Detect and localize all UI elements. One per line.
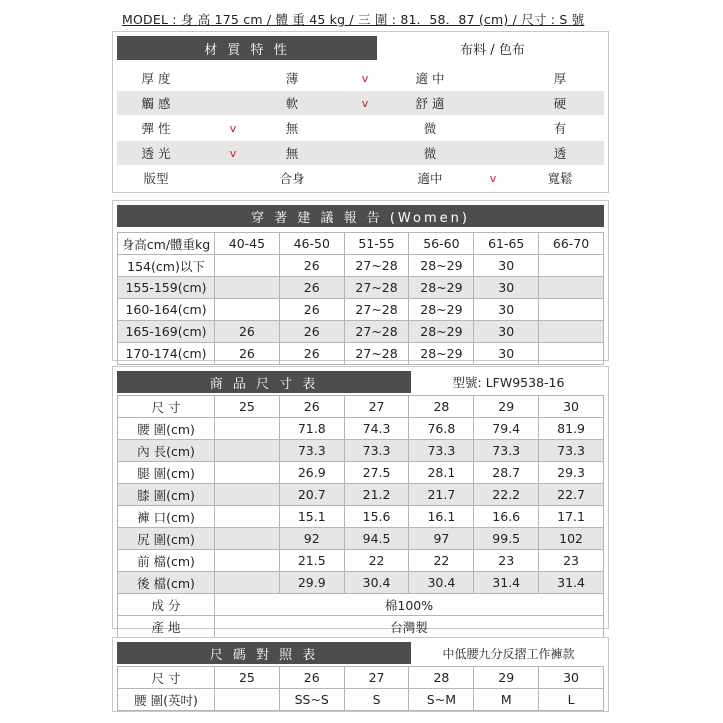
table-cell xyxy=(539,343,604,365)
table-cell: S~M xyxy=(409,689,474,711)
table-row xyxy=(118,550,604,572)
row-header-cell: 尻 圍(cm) xyxy=(118,528,215,550)
row-header-cell: 身高cm/體重kg xyxy=(118,233,215,255)
row-header-cell: 165-169(cm) xyxy=(118,321,215,343)
product-name: 中低腰九分反摺工作褲款 xyxy=(413,642,604,664)
table-cell: 27~28 xyxy=(344,343,409,365)
table-cell: 22 xyxy=(409,550,474,572)
table-cell: 28 xyxy=(409,667,474,689)
table-cell: 21.7 xyxy=(409,484,474,506)
material-label: 厚 度 xyxy=(141,71,171,86)
material-option-high: 厚 xyxy=(553,71,567,86)
table-row xyxy=(118,343,604,365)
table-header-row xyxy=(118,396,604,418)
table-cell: 23 xyxy=(474,550,539,572)
table-cell: 56-60 xyxy=(409,233,474,255)
composition-value: 棉100% xyxy=(215,594,604,616)
check-mark: v xyxy=(361,96,369,110)
conversion-table xyxy=(117,666,604,711)
row-header-cell: 160-164(cm) xyxy=(118,299,215,321)
row-header-cell: 尺 寸 xyxy=(118,396,215,418)
table-cell: 21.2 xyxy=(344,484,409,506)
size-title: 商 品 尺 寸 表 xyxy=(117,371,411,393)
table-cell xyxy=(215,572,280,594)
table-cell: 21.5 xyxy=(279,550,344,572)
table-cell: S xyxy=(344,689,409,711)
table-cell: 31.4 xyxy=(474,572,539,594)
table-cell: 25 xyxy=(215,667,280,689)
table-cell: 51-55 xyxy=(344,233,409,255)
material-option-high: 寬鬆 xyxy=(547,171,573,186)
table-cell: 46-50 xyxy=(279,233,344,255)
material-row xyxy=(117,66,604,90)
conversion-title: 尺 碼 對 照 表 xyxy=(117,642,411,664)
material-label: 觸 感 xyxy=(141,96,171,111)
row-header-cell: 產 地 xyxy=(118,616,215,638)
table-cell: 28~29 xyxy=(409,277,474,299)
material-option-high: 硬 xyxy=(553,96,567,111)
table-cell xyxy=(215,277,280,299)
table-cell: 28~29 xyxy=(409,343,474,365)
table-cell xyxy=(539,321,604,343)
row-header-cell: 前 檔(cm) xyxy=(118,550,215,572)
table-cell: 27.5 xyxy=(344,462,409,484)
table-cell: 92 xyxy=(279,528,344,550)
table-cell: 28.1 xyxy=(409,462,474,484)
material-option-low: 軟 xyxy=(285,96,299,111)
table-row xyxy=(118,440,604,462)
table-cell: 26 xyxy=(279,321,344,343)
material-label: 版型 xyxy=(143,171,169,186)
material-panel xyxy=(112,31,609,193)
table-cell xyxy=(215,462,280,484)
material-label: 透 光 xyxy=(141,146,171,161)
table-cell: 29 xyxy=(474,396,539,418)
origin-value: 台灣製 xyxy=(215,616,604,638)
row-header-cell: 後 檔(cm) xyxy=(118,572,215,594)
table-row xyxy=(118,528,604,550)
table-cell: 16.6 xyxy=(474,506,539,528)
table-row xyxy=(118,418,604,440)
table-cell: 22.2 xyxy=(474,484,539,506)
table-row xyxy=(118,277,604,299)
size-table xyxy=(117,395,604,638)
wear-panel xyxy=(112,200,609,361)
material-option-mid: 微 xyxy=(423,121,437,136)
table-cell: 16.1 xyxy=(409,506,474,528)
material-option-mid: 適中 xyxy=(417,171,443,186)
material-title: 材 質 特 性 xyxy=(117,36,377,60)
table-cell: 73.3 xyxy=(409,440,474,462)
table-cell: 30 xyxy=(539,667,604,689)
table-cell xyxy=(215,550,280,572)
table-cell: 27~28 xyxy=(344,277,409,299)
table-cell: 30 xyxy=(474,277,539,299)
row-header-cell: 成 分 xyxy=(118,594,215,616)
table-cell: 73.3 xyxy=(344,440,409,462)
table-cell xyxy=(539,277,604,299)
table-cell: 27 xyxy=(344,396,409,418)
table-cell: 94.5 xyxy=(344,528,409,550)
table-cell xyxy=(215,440,280,462)
table-cell xyxy=(539,255,604,277)
table-header-row xyxy=(118,233,604,255)
material-row xyxy=(117,141,604,165)
row-header-cell: 155-159(cm) xyxy=(118,277,215,299)
check-mark: v xyxy=(361,71,369,85)
table-row xyxy=(118,572,604,594)
table-cell xyxy=(215,689,280,711)
table-cell: 73.3 xyxy=(539,440,604,462)
table-cell: 26 xyxy=(279,255,344,277)
material-row xyxy=(117,91,604,115)
table-cell: 26 xyxy=(215,321,280,343)
table-cell: 30 xyxy=(539,396,604,418)
table-cell: 30.4 xyxy=(409,572,474,594)
table-cell: 26 xyxy=(279,277,344,299)
table-row xyxy=(118,594,604,616)
check-mark: v xyxy=(489,171,497,185)
table-header-row xyxy=(118,667,604,689)
wear-table xyxy=(117,232,604,365)
table-cell xyxy=(215,528,280,550)
model-info: MODEL : 身 高 175 cm / 體 重 45 kg / 三 圍 : 81．58．87 (cm) / 尺寸 : S 號 xyxy=(122,12,585,27)
size-panel xyxy=(112,366,609,635)
table-cell: 71.8 xyxy=(279,418,344,440)
row-header-cell: 腰 圍(cm) xyxy=(118,418,215,440)
table-row xyxy=(118,506,604,528)
table-cell: 30 xyxy=(474,321,539,343)
table-row xyxy=(118,299,604,321)
table-cell: 73.3 xyxy=(279,440,344,462)
table-cell: 26 xyxy=(279,667,344,689)
material-row xyxy=(117,116,604,140)
table-cell: 74.3 xyxy=(344,418,409,440)
table-cell: SS~S xyxy=(279,689,344,711)
table-cell: 99.5 xyxy=(474,528,539,550)
table-cell: 27 xyxy=(344,667,409,689)
material-row xyxy=(117,166,604,190)
table-row xyxy=(118,462,604,484)
table-cell: 102 xyxy=(539,528,604,550)
table-cell: 61-65 xyxy=(474,233,539,255)
table-cell: 28 xyxy=(409,396,474,418)
table-cell xyxy=(215,255,280,277)
wear-title: 穿 著 建 議 報 告 (Women) xyxy=(117,205,604,227)
material-option-high: 有 xyxy=(553,121,567,136)
material-subtitle: 布料 / 色布 xyxy=(460,42,525,58)
table-cell: 23 xyxy=(539,550,604,572)
material-option-low: 合身 xyxy=(279,171,305,186)
table-cell: 15.1 xyxy=(279,506,344,528)
table-cell: 29.3 xyxy=(539,462,604,484)
table-cell xyxy=(215,484,280,506)
table-cell: 30 xyxy=(474,299,539,321)
model-number: 型號: LFW9538-16 xyxy=(413,371,604,393)
table-cell: 26 xyxy=(279,299,344,321)
material-option-mid: 微 xyxy=(423,146,437,161)
row-header-cell: 褲 口(cm) xyxy=(118,506,215,528)
row-header-cell: 154(cm)以下 xyxy=(118,255,215,277)
table-cell xyxy=(539,299,604,321)
table-row xyxy=(118,484,604,506)
table-cell: 30.4 xyxy=(344,572,409,594)
table-cell: 28~29 xyxy=(409,299,474,321)
table-row xyxy=(118,689,604,711)
table-cell: 81.9 xyxy=(539,418,604,440)
table-cell: 26 xyxy=(279,343,344,365)
table-cell: 20.7 xyxy=(279,484,344,506)
material-option-low: 無 xyxy=(285,146,299,161)
table-cell: 30 xyxy=(474,343,539,365)
table-cell: 15.6 xyxy=(344,506,409,528)
table-cell: 27~28 xyxy=(344,321,409,343)
table-cell: 22.7 xyxy=(539,484,604,506)
row-header-cell: 腿 圍(cm) xyxy=(118,462,215,484)
table-cell: 26 xyxy=(279,396,344,418)
table-cell: 76.8 xyxy=(409,418,474,440)
row-header-cell: 膝 圍(cm) xyxy=(118,484,215,506)
table-cell: 29 xyxy=(474,667,539,689)
table-cell xyxy=(215,418,280,440)
table-cell: 26 xyxy=(215,343,280,365)
table-cell: 79.4 xyxy=(474,418,539,440)
material-label: 彈 性 xyxy=(141,121,171,136)
material-option-low: 薄 xyxy=(285,71,299,86)
table-cell: 28~29 xyxy=(409,255,474,277)
row-header-cell: 腰 圍(英吋) xyxy=(118,689,215,711)
table-cell: M xyxy=(474,689,539,711)
conversion-panel xyxy=(112,637,609,712)
table-row xyxy=(118,255,604,277)
table-cell xyxy=(215,506,280,528)
table-cell: 28~29 xyxy=(409,321,474,343)
material-option-low: 無 xyxy=(285,121,299,136)
table-cell: 27~28 xyxy=(344,255,409,277)
material-option-mid: 舒 適 xyxy=(415,96,445,111)
table-row xyxy=(118,321,604,343)
table-cell xyxy=(215,299,280,321)
table-cell: 97 xyxy=(409,528,474,550)
table-cell: 25 xyxy=(215,396,280,418)
row-header-cell: 170-174(cm) xyxy=(118,343,215,365)
material-option-high: 透 xyxy=(553,146,567,161)
table-cell: 30 xyxy=(474,255,539,277)
table-cell: 26.9 xyxy=(279,462,344,484)
table-cell: 17.1 xyxy=(539,506,604,528)
table-cell: 27~28 xyxy=(344,299,409,321)
table-cell: 29.9 xyxy=(279,572,344,594)
table-cell: 73.3 xyxy=(474,440,539,462)
check-mark: v xyxy=(229,146,237,160)
table-cell: L xyxy=(539,689,604,711)
row-header-cell: 內 長(cm) xyxy=(118,440,215,462)
material-option-mid: 適 中 xyxy=(415,71,445,86)
table-cell: 22 xyxy=(344,550,409,572)
check-mark: v xyxy=(229,121,237,135)
table-row xyxy=(118,616,604,638)
table-cell: 66-70 xyxy=(539,233,604,255)
row-header-cell: 尺 寸 xyxy=(118,667,215,689)
table-cell: 40-45 xyxy=(215,233,280,255)
table-cell: 31.4 xyxy=(539,572,604,594)
table-cell: 28.7 xyxy=(474,462,539,484)
